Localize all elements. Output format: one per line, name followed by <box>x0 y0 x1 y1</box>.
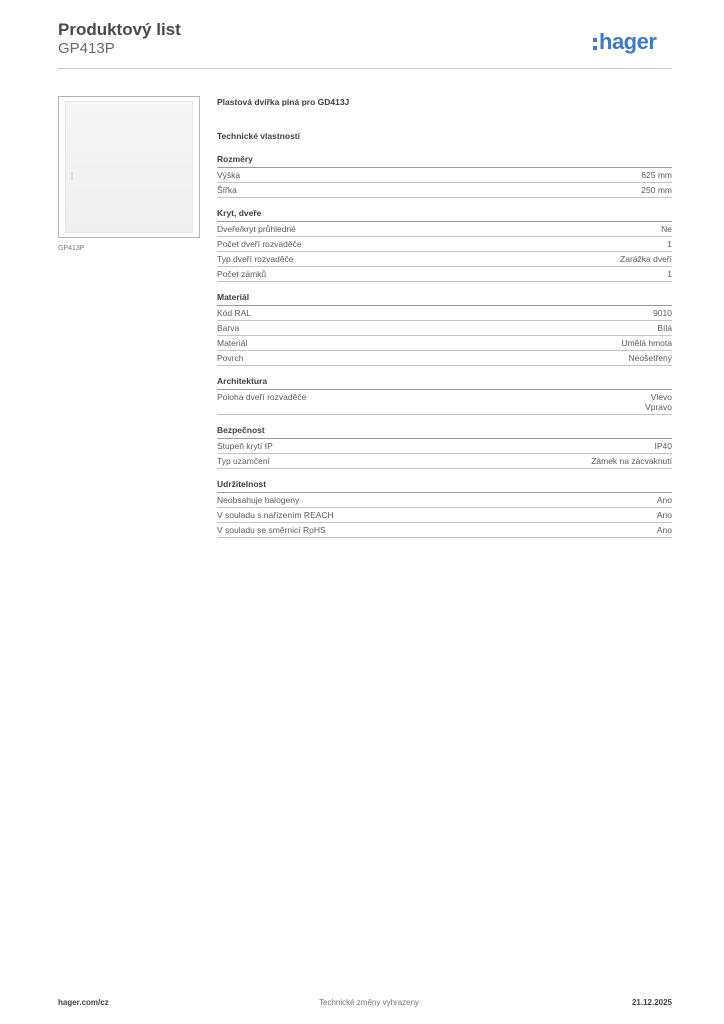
section-1 <box>217 208 672 282</box>
property-value: 250 mm <box>641 185 672 195</box>
property-label: Šířka <box>217 185 237 195</box>
property-label: Barva <box>217 323 240 333</box>
property-row <box>217 439 672 454</box>
door-latch-icon <box>71 172 73 180</box>
section-title: Rozměry <box>217 154 672 168</box>
property-label: Typ dveří rozvaděče <box>217 254 294 264</box>
section-title: Kryt, dveře <box>217 208 672 222</box>
property-row <box>217 523 672 538</box>
image-caption: GP413P <box>58 245 85 252</box>
property-label: Stupeň krytí IP <box>217 441 273 451</box>
property-value: Neošetřený <box>628 353 672 363</box>
door-panel-image <box>65 101 193 233</box>
header-divider <box>58 68 672 69</box>
property-value: 1 <box>667 269 672 279</box>
property-row <box>217 321 672 336</box>
property-row <box>217 493 672 508</box>
footer-notice: Technické změny vyhrazeny <box>319 998 420 1007</box>
property-label: Kód RAL <box>217 308 252 318</box>
logo-text: hager <box>599 29 657 54</box>
property-label: Dveře/kryt průhledné <box>217 224 296 234</box>
section-title: Udržitelnost <box>217 479 672 493</box>
property-row <box>217 390 672 415</box>
property-row <box>217 454 672 469</box>
property-label: Povrch <box>217 353 244 363</box>
property-value: 625 mm <box>641 170 672 180</box>
property-row <box>217 168 672 183</box>
technical-properties-heading: Technické vlastnosti <box>217 131 300 141</box>
property-value: Bílá <box>657 323 672 333</box>
product-code: GP413P <box>58 40 115 57</box>
property-label: Materiál <box>217 338 248 348</box>
property-label: Počet zámků <box>217 269 267 279</box>
property-label: Typ uzamčení <box>217 456 270 466</box>
section-4 <box>217 425 672 469</box>
property-row <box>217 237 672 252</box>
property-value: Zámek na zacvaknutí <box>591 456 672 466</box>
property-value: 1 <box>667 239 672 249</box>
property-row <box>217 267 672 282</box>
property-value: Ano <box>656 510 672 520</box>
property-value: Vlevo Vpravo <box>645 392 672 412</box>
property-value: Ano <box>656 495 672 505</box>
footer-date: 21.12.2025 <box>631 998 672 1007</box>
property-label: Počet dveří rozvaděče <box>217 239 302 249</box>
product-title: Plastová dvířka plná pro GD413J <box>217 97 350 107</box>
property-label: Poloha dveří rozvaděče <box>217 392 307 402</box>
section-title: Materiál <box>217 292 672 306</box>
property-value: Zarážka dveří <box>620 254 672 264</box>
section-title: Architektura <box>217 376 672 390</box>
logo-colon-icon <box>593 38 597 50</box>
property-row <box>217 183 672 198</box>
property-row <box>217 252 672 267</box>
product-image <box>58 96 200 238</box>
property-row <box>217 306 672 321</box>
property-value: Ne <box>661 224 672 234</box>
property-label: Neobsahuje halogeny <box>217 495 300 505</box>
product-details <box>217 96 672 548</box>
section-title: Bezpečnost <box>217 425 672 439</box>
property-label: Výška <box>217 170 241 180</box>
property-row <box>217 351 672 366</box>
section-0 <box>217 154 672 198</box>
property-value: Ano <box>656 525 672 535</box>
section-3 <box>217 376 672 415</box>
property-value: IP40 <box>654 441 672 451</box>
property-value: 9010 <box>653 308 672 318</box>
property-label: V souladu s nařízením REACH <box>217 510 334 520</box>
hager-logo <box>593 30 656 54</box>
property-value: Umělá hmota <box>621 338 672 348</box>
property-row <box>217 508 672 523</box>
page-title: Produktový list <box>58 20 181 39</box>
property-row <box>217 222 672 237</box>
properties-sections <box>217 154 672 538</box>
section-2 <box>217 292 672 366</box>
property-label: V souladu se směrnicí RoHS <box>217 525 326 535</box>
section-5 <box>217 479 672 538</box>
footer-website[interactable]: hager.com/cz <box>58 998 109 1007</box>
property-row <box>217 336 672 351</box>
